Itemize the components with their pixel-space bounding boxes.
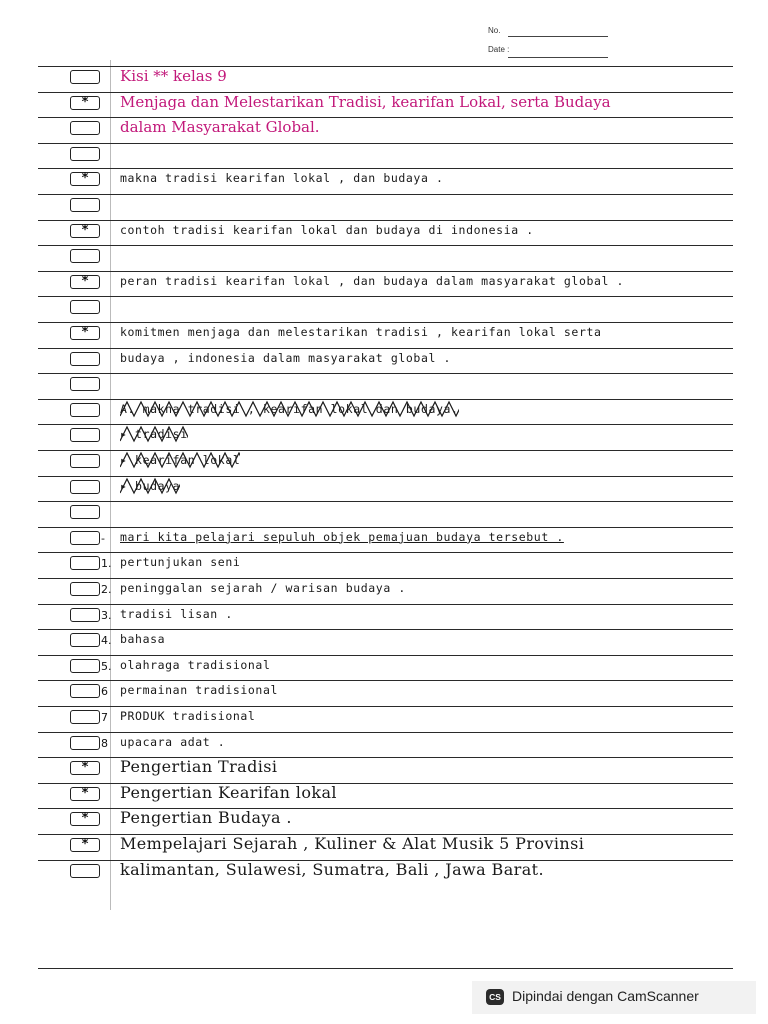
row-checkbox <box>70 147 100 161</box>
row-checkbox <box>70 838 100 852</box>
note-line <box>120 861 544 879</box>
note-text: ▸ kearifan lokal <box>120 451 240 469</box>
row-checkbox <box>70 633 100 647</box>
camscanner-logo-icon: CS <box>486 989 504 1005</box>
note-line <box>120 272 624 290</box>
row-number: 3. <box>101 608 112 622</box>
note-text: contoh tradisi kearifan lokal dan budaya di indonesia . <box>120 222 534 237</box>
asterisk-mark: * <box>81 325 89 340</box>
row-checkbox <box>70 454 100 468</box>
row-checkbox <box>70 556 100 570</box>
camscanner-watermark <box>472 981 756 1014</box>
row-checkbox <box>70 582 100 596</box>
note-line <box>120 477 180 495</box>
row-checkbox <box>70 505 100 519</box>
scribble-path <box>120 402 459 416</box>
strike-scribble <box>120 425 188 443</box>
note-text: upacara adat . <box>120 734 226 749</box>
no-line <box>508 36 608 37</box>
row-number: 4. <box>101 634 112 648</box>
scribble-path <box>120 453 240 467</box>
row-checkbox <box>70 249 100 263</box>
row-checkbox <box>70 531 100 545</box>
asterisk-mark: * <box>81 94 89 110</box>
note-text: permainan tradisional <box>120 683 278 698</box>
note-line <box>120 758 277 776</box>
note-line <box>120 528 564 546</box>
row-checkbox <box>70 787 100 801</box>
note-line <box>120 425 188 443</box>
row-checkbox <box>70 403 100 417</box>
row-checkbox <box>70 428 100 442</box>
note-line <box>120 656 270 674</box>
asterisk-mark: * <box>81 837 89 852</box>
row-number: 6 <box>101 685 108 699</box>
row-number: 1. <box>101 557 112 571</box>
row-checkbox <box>70 326 100 340</box>
ruled-line <box>38 296 733 297</box>
row-checkbox <box>70 761 100 775</box>
note-line <box>120 605 233 623</box>
ruled-line <box>38 501 733 502</box>
note-line <box>120 67 227 85</box>
scribble-path <box>120 427 188 441</box>
row-checkbox <box>70 480 100 494</box>
row-number: - <box>101 531 105 545</box>
row-checkbox <box>70 198 100 212</box>
row-checkbox <box>70 172 100 186</box>
note-text: bahasa <box>120 632 166 647</box>
row-number: 5. <box>101 659 112 673</box>
note-text: Pengertian Budaya . <box>120 808 292 828</box>
scribble-path <box>120 479 180 493</box>
note-line <box>120 630 165 648</box>
note-text: ▸ tradisi <box>120 425 188 443</box>
row-checkbox <box>70 812 100 826</box>
note-line <box>120 323 602 341</box>
note-line <box>120 681 278 699</box>
row-checkbox <box>70 659 100 673</box>
row-checkbox <box>70 736 100 750</box>
note-text: mari kita pelajari sepuluh objek pemajuan budaya tersebut . <box>120 529 564 544</box>
note-line <box>120 784 337 802</box>
note-text: PRODUK tradisional <box>120 709 256 723</box>
date-line <box>508 57 608 58</box>
note-line <box>120 733 225 751</box>
note-text: Pengertian Tradisi <box>120 757 278 777</box>
note-text: peninggalan sejarah / warisan budaya . <box>120 581 406 595</box>
bottom-rule <box>38 968 733 969</box>
no-label: No. <box>488 26 501 35</box>
row-checkbox <box>70 70 100 84</box>
row-checkbox <box>70 224 100 238</box>
note-text: komitmen menjaga dan melestarikan tradisi , kearifan lokal serta <box>120 325 602 339</box>
row-checkbox <box>70 352 100 366</box>
note-line <box>120 707 255 725</box>
row-checkbox <box>70 710 100 724</box>
note-line <box>120 93 611 111</box>
asterisk-mark: * <box>81 273 89 289</box>
asterisk-mark: * <box>81 811 89 827</box>
note-line <box>120 451 240 469</box>
ruled-line <box>38 143 733 144</box>
ruled-line <box>38 194 733 195</box>
asterisk-mark: * <box>81 760 89 776</box>
note-line <box>120 169 444 187</box>
row-checkbox <box>70 377 100 391</box>
note-line <box>120 579 406 597</box>
note-line <box>120 349 451 367</box>
row-checkbox <box>70 300 100 314</box>
row-checkbox <box>70 96 100 110</box>
row-checkbox <box>70 275 100 289</box>
note-text: Pengertian Kearifan lokal <box>120 782 337 802</box>
asterisk-mark: * <box>81 222 89 238</box>
note-text: budaya , indonesia dalam masyarakat global . <box>120 350 452 365</box>
note-text: pertunjukan seni <box>120 555 241 570</box>
asterisk-mark: * <box>81 785 89 801</box>
note-text: makna tradisi kearifan lokal , dan budaya . <box>120 171 444 186</box>
date-label: Date : <box>488 45 510 54</box>
row-checkbox <box>70 608 100 622</box>
note-line <box>120 835 584 853</box>
note-line <box>120 809 292 827</box>
note-line <box>120 118 320 136</box>
watermark-text: Dipindai dengan CamScanner <box>512 988 699 1004</box>
note-text: ▸ budaya <box>120 477 180 495</box>
note-text: kalimantan, Sulawesi, Sumatra, Bali , Jawa Barat. <box>120 859 544 879</box>
note-text: dalam Masyarakat Global. <box>120 118 320 137</box>
row-checkbox <box>70 121 100 135</box>
row-number: 8 <box>101 736 108 750</box>
ruled-line <box>38 373 733 374</box>
note-text: peran tradisi kearifan lokal , dan budaya dalam masyarakat global . <box>120 273 625 288</box>
note-text: Kisi ** kelas 9 <box>120 67 227 85</box>
note-text: Menjaga dan Melestarikan Tradisi, kearifan Lokal, serta Budaya <box>120 92 611 111</box>
strike-scribble <box>120 477 180 495</box>
note-line <box>120 400 459 418</box>
row-checkbox <box>70 864 100 878</box>
note-text: Mempelajari Sejarah , Kuliner & Alat Musik 5 Provinsi <box>120 834 585 853</box>
strike-scribble <box>120 451 240 469</box>
note-text: olahraga tradisional <box>120 657 271 672</box>
note-text: tradisi lisan . <box>120 606 233 621</box>
row-number: 2. <box>101 583 112 596</box>
row-checkbox <box>70 684 100 698</box>
row-number: 7 <box>101 711 108 724</box>
note-line <box>120 553 240 571</box>
strike-scribble <box>120 400 459 418</box>
note-text: A. makna tradisi , kearifan lokal dan budaya. <box>120 400 459 418</box>
ruled-line <box>38 245 733 246</box>
asterisk-mark: * <box>81 171 89 187</box>
note-line <box>120 221 534 239</box>
